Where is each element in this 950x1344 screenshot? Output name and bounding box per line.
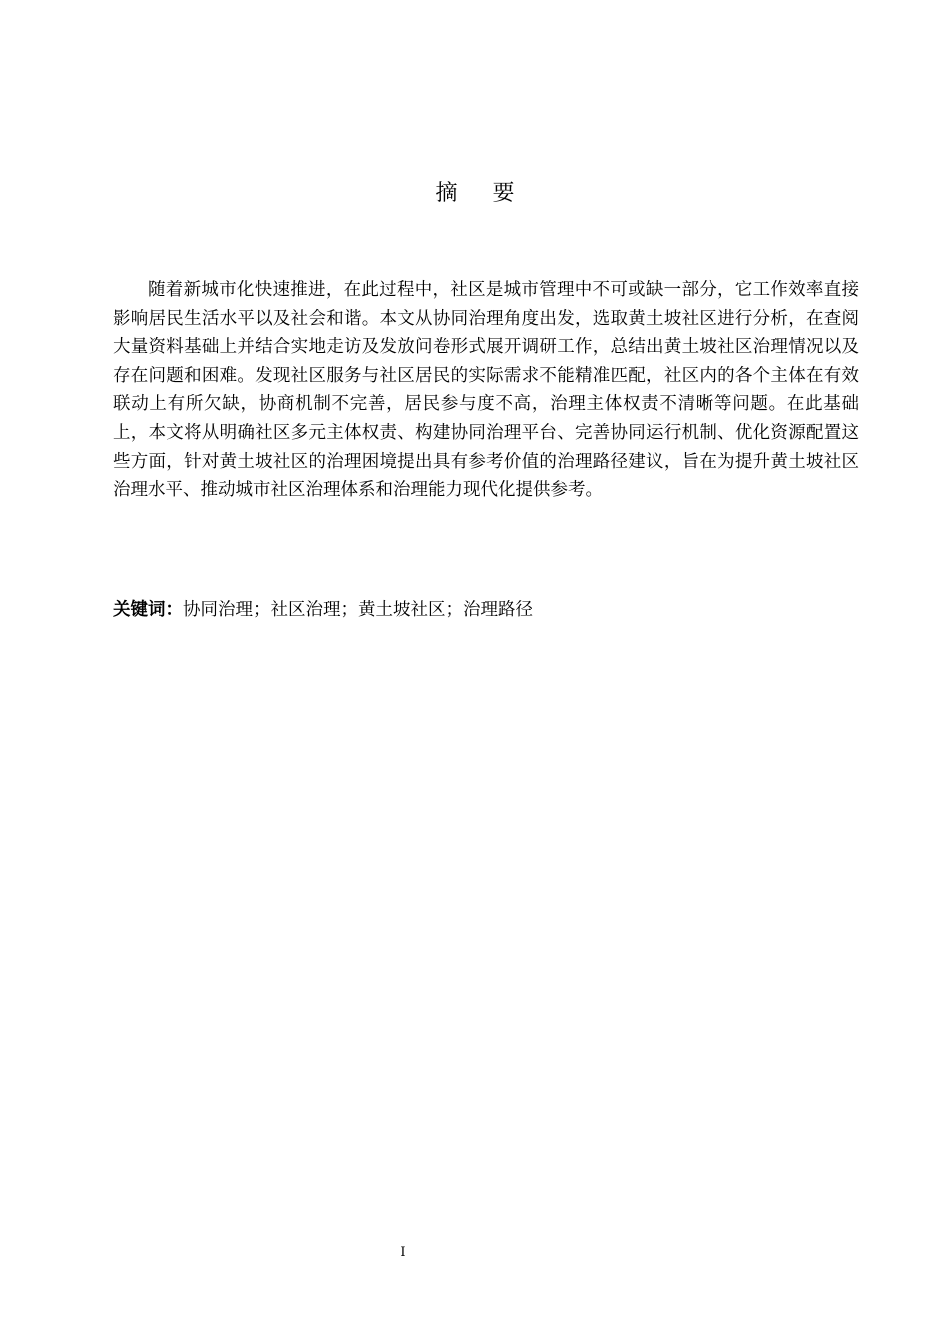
page-number: I — [400, 1245, 406, 1260]
abstract-title: 摘 要 — [435, 181, 529, 206]
abstract-paragraph: 随着新城市化快速推进，在此过程中，社区是城市管理中不可或缺一部分，它工作效率直接影响居民生活水平以及社会和谐。本文从协同治理角度出发，选取黄土坡社区进行分析，在查阅大量资料基础上并结合实地走访及发放问卷形式展开调研工作，总结出黄土坡社区治理情况以及存在问题和困难。发现社区服务与社区居民的实际需求不能精准匹配，社区内的各个主体在有效联动上有所欠缺，协商机制不完善，居民参与度不高，治理主体权责不清晰等问题。在此基础上，本文将从明确社区多元主体权责、构建协同治理平台、完善协同运行机制、优化资源配置这些方面，针对黄土坡社区的治理困境提出具有参考价值的治理路径建议，旨在为提升黄土坡社区治理水平、推动城市社区治理体系和治理能力现代化提供参考。 — [113, 280, 859, 501]
keywords-label: 关键词： — [113, 600, 183, 620]
keywords-list: 协同治理；社区治理；黄土坡社区；治理路径 — [183, 600, 533, 620]
keywords-line — [113, 596, 859, 624]
